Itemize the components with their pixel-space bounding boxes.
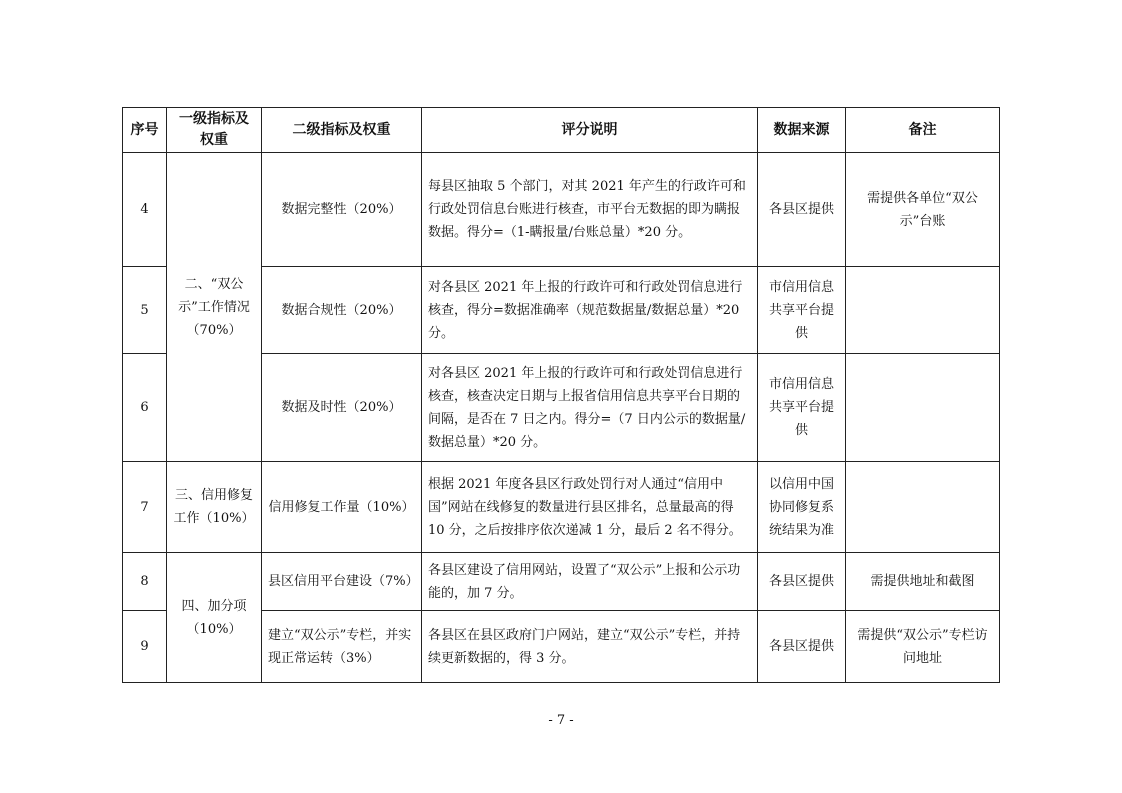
row-scoring: 对各县区 2021 年上报的行政许可和行政处罚信息进行核查，核查决定日期与上报省信用信息共享平台日期的间隔，是否在 7 日之内。得分=（7 日内公示的数据量/数据总量）*20 分。 <box>422 354 758 462</box>
header-source: 数据来源 <box>758 108 846 153</box>
row-scoring: 各县区建设了信用网站，设置了“双公示”上报和公示功能的，加 7 分。 <box>422 553 758 611</box>
row-source: 以信用中国协同修复系统结果为准 <box>758 462 846 553</box>
row-source: 各县区提供 <box>758 611 846 683</box>
table-row <box>123 553 1000 611</box>
row-level2: 数据及时性（20%） <box>262 354 422 462</box>
header-remark: 备注 <box>846 108 1000 153</box>
row-scoring: 对各县区 2021 年上报的行政许可和行政处罚信息进行核查，得分=数据准确率（规范数据量/数据总量）*20 分。 <box>422 267 758 354</box>
row-level2: 建立“双公示”专栏，并实现正常运转（3%） <box>262 611 422 683</box>
row-no: 9 <box>123 611 167 683</box>
header-no: 序号 <box>123 108 167 153</box>
row-level2: 信用修复工作量（10%） <box>262 462 422 553</box>
page-number: - 7 - <box>548 713 574 728</box>
header-level2: 二级指标及权重 <box>262 108 422 153</box>
group-level1: 二、“双公示”工作情况（70%） <box>167 153 262 462</box>
row-level2: 数据完整性（20%） <box>262 153 422 267</box>
row-remark <box>846 462 1000 553</box>
row-remark <box>846 354 1000 462</box>
group-level1: 四、加分项（10%） <box>167 553 262 683</box>
row-source: 各县区提供 <box>758 153 846 267</box>
row-source: 市信用信息共享平台提供 <box>758 354 846 462</box>
row-scoring: 每县区抽取 5 个部门，对其 2021 年产生的行政许可和行政处罚信息台账进行核查，市平台无数据的即为瞒报数据。得分=（1-瞒报量/台账总量）*20 分。 <box>422 153 758 267</box>
row-level2: 数据合规性（20%） <box>262 267 422 354</box>
header-row <box>123 108 1000 153</box>
row-source: 市信用信息共享平台提供 <box>758 267 846 354</box>
row-scoring: 各县区在县区政府门户网站，建立“双公示”专栏，并持续更新数据的，得 3 分。 <box>422 611 758 683</box>
row-remark <box>846 267 1000 354</box>
row-remark: 需提供“双公示”专栏访问地址 <box>846 611 1000 683</box>
row-level2: 县区信用平台建设（7%） <box>262 553 422 611</box>
group-level1: 三、信用修复工作（10%） <box>167 462 262 553</box>
row-source: 各县区提供 <box>758 553 846 611</box>
row-remark: 需提供地址和截图 <box>846 553 1000 611</box>
row-no: 4 <box>123 153 167 267</box>
table-row <box>123 462 1000 553</box>
scoring-table <box>122 107 1000 683</box>
row-remark: 需提供各单位“双公示”台账 <box>846 153 1000 267</box>
table-row <box>123 153 1000 267</box>
row-no: 7 <box>123 462 167 553</box>
row-no: 6 <box>123 354 167 462</box>
row-no: 5 <box>123 267 167 354</box>
header-level1: 一级指标及权重 <box>167 108 262 153</box>
row-scoring: 根据 2021 年度各县区行政处罚行对人通过“信用中国”网站在线修复的数量进行县区排名，总量最高的得 10 分，之后按排序依次递减 1 分，最后 2 名不得分。 <box>422 462 758 553</box>
row-no: 8 <box>123 553 167 611</box>
header-scoring: 评分说明 <box>422 108 758 153</box>
